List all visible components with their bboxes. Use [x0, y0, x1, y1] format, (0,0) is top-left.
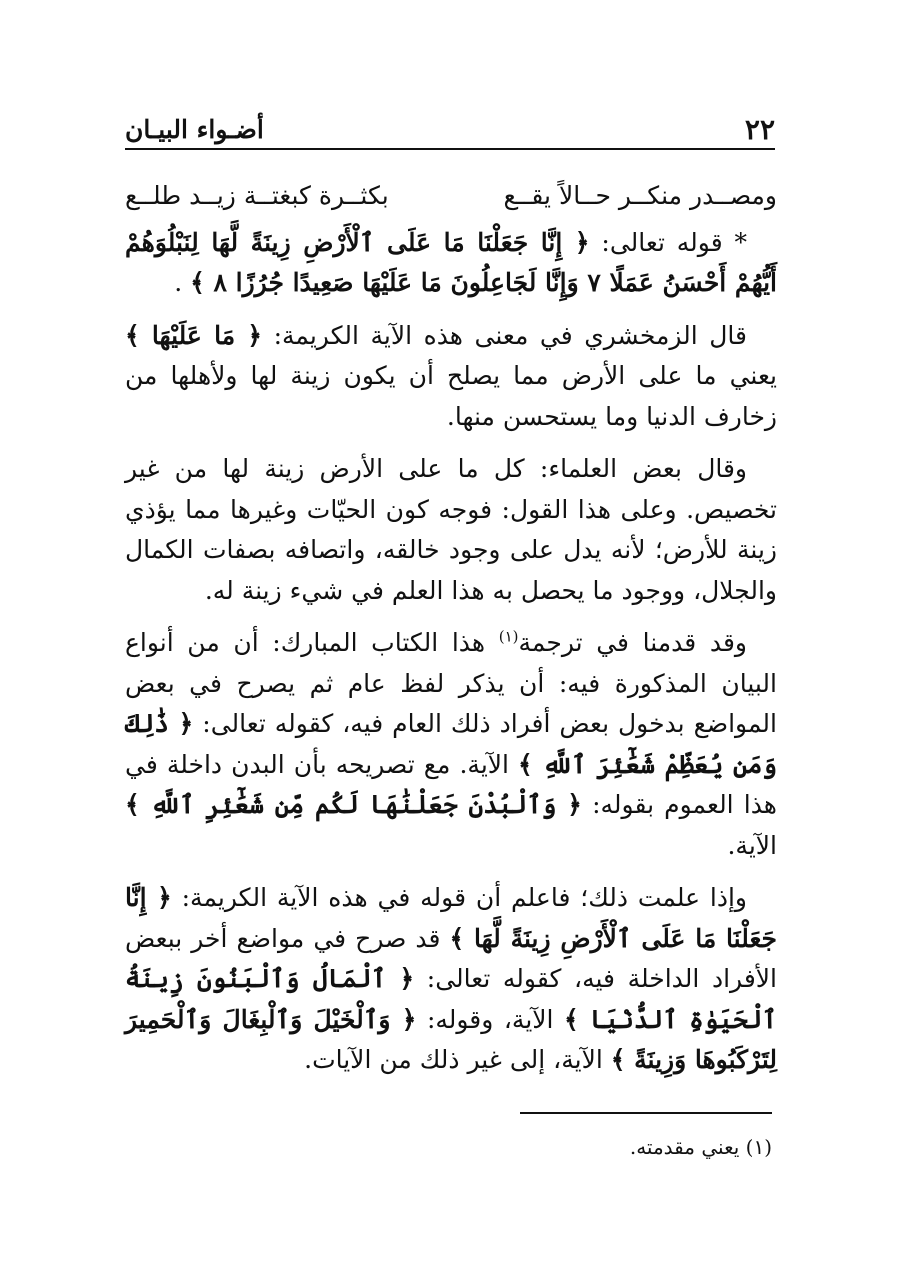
poem-hemistich-right: ومصــدر منكــر حــالاً يقــع — [503, 181, 777, 210]
verse-end: . — [174, 268, 191, 297]
quran-quote: ﴿ وَٱلْبُدْنَ جَعَلْنَٰهَا لَكُم مِّن شَعَٰٓئِرِ ٱللَّهِ ﴾ — [125, 790, 582, 819]
para4-text-1: وإذا علمت ذلك؛ فاعلم أن قوله في هذه الآية الكريمة: — [171, 883, 748, 912]
paragraph-conclusion — [125, 878, 777, 1081]
footnote-divider — [520, 1112, 772, 1114]
paragraph-zamakhshari — [125, 316, 777, 438]
footnote: (١) يعني مقدمته. — [629, 1135, 772, 1159]
poem-verse — [125, 176, 777, 217]
quran-quote: ﴿ ذَٰلِكَ وَمَن يُعَظِّمْ شَعَٰٓئِرَ ٱللَّهِ ﴾ — [125, 709, 777, 779]
page-number: ٢٢ — [744, 113, 775, 146]
quran-verse: ﴿ إِنَّا جَعَلْنَا مَا عَلَى ٱلْأَرْضِ زِينَةً لَّهَا لِنَبْلُوَهُمْ أَيُّهُمْ أَحْسَنُ عَمَلًا ٧ وَإِنَّا لَجَاعِلُونَ مَا عَلَيْهَا صَعِيدًا جُرُزًا ٨ ﴾ — [125, 227, 777, 297]
para4-text-2: قد صرح في مواضع أخر ببعض الأفراد الداخلة فيه، كقوله تعالى: — [125, 923, 777, 993]
para1-text-1: قال الزمخشري في معنى هذه الآية الكريمة: — [262, 320, 748, 350]
page-body — [125, 176, 777, 1093]
quran-quote: ﴿ وَٱلْخَيْلَ وَٱلْبِغَالَ وَٱلْحَمِيرَ لِتَرْكَبُوهَا وَزِينَةً ﴾ — [125, 1004, 777, 1074]
para3-text-2: هذا الكتاب المبارك: أن من أنواع البيان المذكورة فيه: أن يذكر لفظ عام ثم يصرح في بعض المواضع بدخول بعض أفراد ذلك العام فيه، كقوله تعالى: — [125, 628, 777, 738]
paragraph-bayan — [125, 623, 777, 866]
para3-text-4: الآية. — [727, 830, 777, 860]
para3-text-1: وقد قدمنا في ترجمة — [518, 628, 747, 657]
para2-text: وقال بعض العلماء: كل ما على الأرض زينة لها من غير تخصيص. وعلى هذا القول: فوجه كون الحيّات وغيرها مما يؤذي زينة للأرض؛ لأنه يدل على وجود خالقه، واتصافه بصفات الكمال والجلال، ووجود ما يحصل به هذا العلم في شيء زينة له. — [125, 454, 777, 605]
para4-text-3: الآية، وقوله: — [416, 1004, 564, 1034]
verse-heading — [125, 223, 777, 304]
verse-intro: * قوله تعالى: — [589, 227, 747, 257]
quran-quote: ﴿ مَا عَلَيْهَا ﴾ — [125, 320, 263, 350]
para3-text-3: الآية. مع تصريحه بأن البدن داخلة في هذا العموم بقوله: — [125, 749, 777, 819]
footnote-reference[interactable]: (١) — [498, 627, 519, 646]
quran-quote: ﴿ إِنَّا جَعَلْنَا مَا عَلَى ٱلْأَرْضِ زِينَةً لَّهَا ﴾ — [125, 883, 777, 953]
quran-quote: ﴿ ٱلْمَالُ وَٱلْبَنُونَ زِينَةُ ٱلْحَيَوٰةِ ٱلدُّنْيَا ﴾ — [125, 964, 777, 1034]
paragraph-scholars — [125, 449, 777, 611]
poem-hemistich-left: بكثــرة كبغتــة زيــد طلــع — [125, 181, 389, 210]
page-header — [125, 108, 775, 150]
para1-text-2: يعني ما على الأرض مما يصلح أن يكون زينة لها ولأهلها من زخارف الدنيا وما يستحسن منها. — [125, 361, 777, 431]
para4-text-4: الآية، إلى غير ذلك من الآيات. — [304, 1045, 611, 1074]
book-title: أضـواء البيـان — [125, 115, 264, 144]
